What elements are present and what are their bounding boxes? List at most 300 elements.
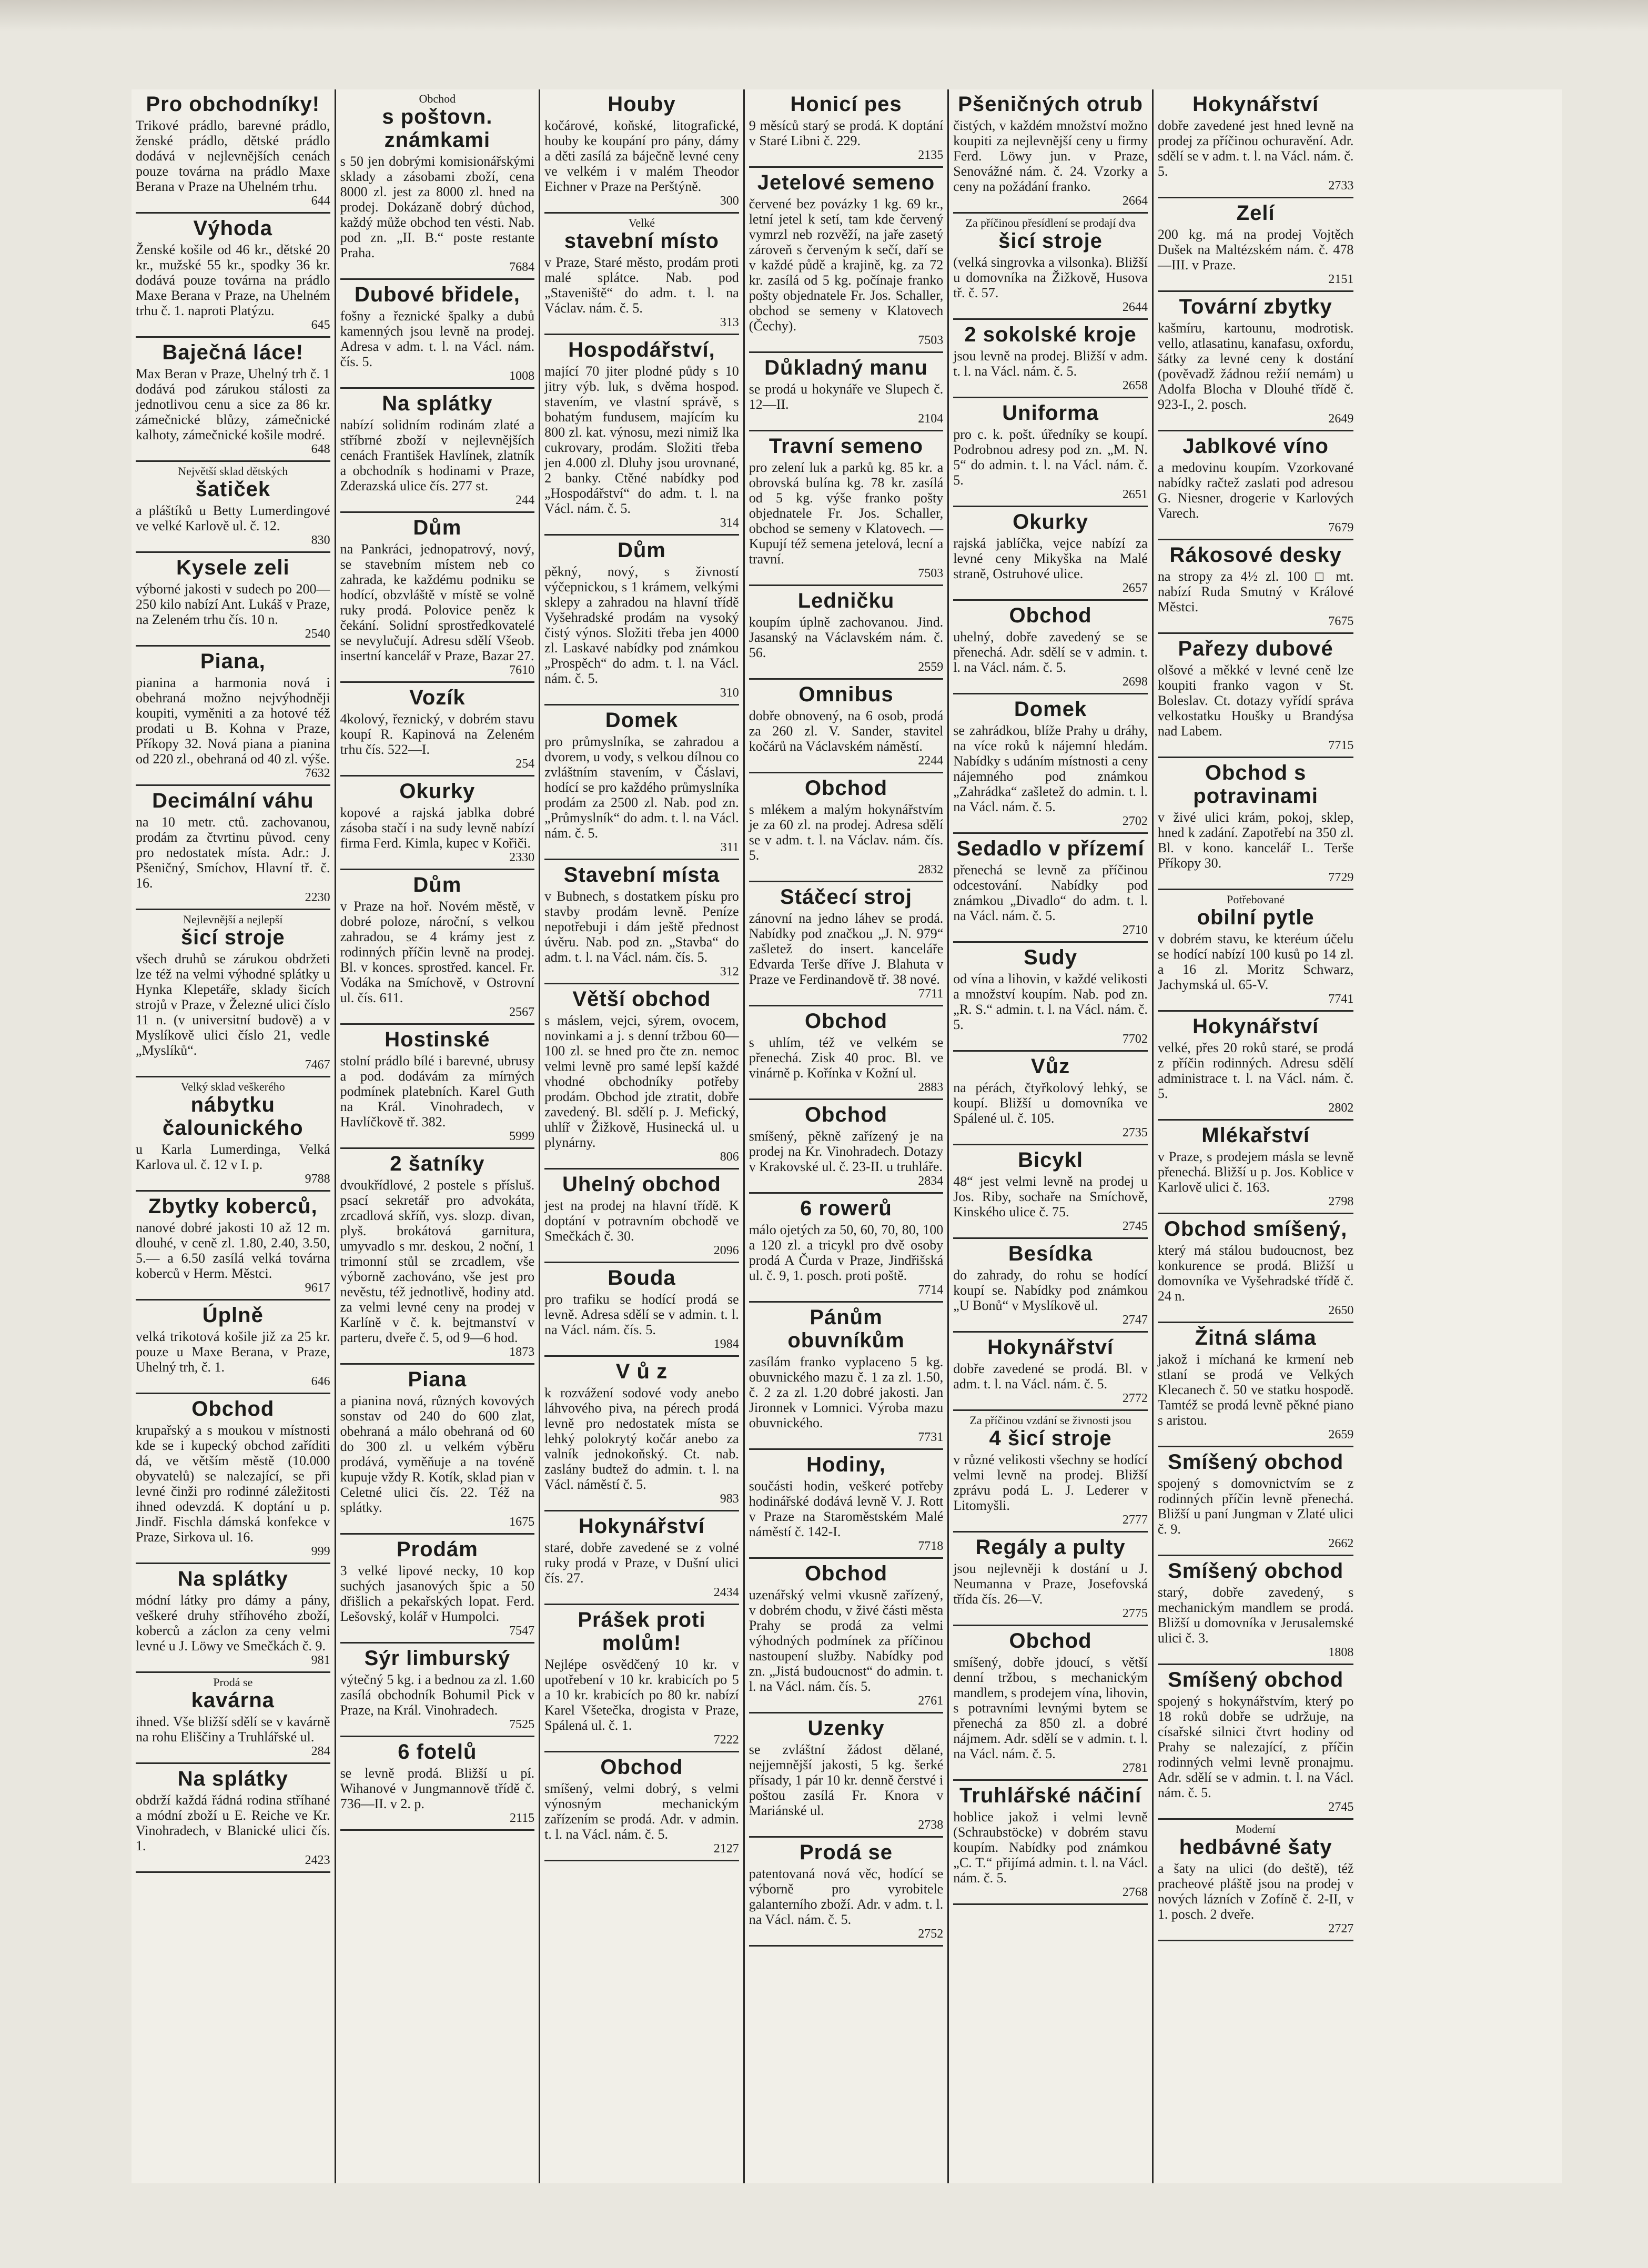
ad-title: 4 šicí stroje xyxy=(989,1427,1112,1450)
ad-number: 7718 xyxy=(918,1539,944,1553)
ad-title: Obchod xyxy=(1009,1629,1092,1652)
classified-ad xyxy=(136,1564,330,1673)
classified-ad xyxy=(1158,634,1354,758)
ad-body: se levně prodá. Bližší u pí. Wihanové v Jungmannově třídě č. 736—II. v 2. p. xyxy=(340,1766,535,1811)
classified-ad xyxy=(749,882,944,1006)
ad-body: nanové dobré jakosti 10 až 12 m. dlouhé, v ceně zl. 1.80, 2.40, 3.50, 5.— a 6.50 zasílá velká továrna koberců v Herm. Městci. xyxy=(136,1220,330,1281)
classified-ad xyxy=(953,1626,1148,1781)
ad-body: Max Beran v Praze, Uhelný trh č. 1 dodává pod zárukou stálosti za jednotlivou cenu a sice za 86 kr. zámečnické blůzy, zámečnické kalhoty, zámečnické košile modré. xyxy=(136,366,330,442)
ad-body: a medovinu koupím. Vzorkované nabídky račtež zaslati pod adresou G. Niesner, drogerie v Karlových Varech. xyxy=(1157,460,1354,521)
ad-number: 2651 xyxy=(1122,488,1148,501)
ad-body: olšové a měkké v levné ceně lze koupiti franko vagon v St. Boleslav. Ct. dotazy vyřídí správa velkostatku Houšky u Brandýsa nad Labem. xyxy=(1157,662,1354,739)
ad-number: 312 xyxy=(720,965,739,979)
classified-ad xyxy=(1158,1820,1354,1941)
ad-number: 314 xyxy=(720,516,739,530)
ad-number: 2752 xyxy=(918,1927,944,1941)
ad-number: 2745 xyxy=(1328,1800,1354,1814)
page-top-edge xyxy=(0,0,1648,32)
ad-title: obilní pytle xyxy=(1197,906,1315,929)
ad-number: 7467 xyxy=(305,1058,330,1072)
ad-title: Ledničku xyxy=(797,589,895,612)
ad-title: Smíšený obchod xyxy=(1168,1668,1344,1691)
ad-title: Piana xyxy=(408,1368,467,1391)
ad-body: se zahrádkou, blíže Prahy u dráhy, na více roků k nájemní hledám. Nabídky s udáním místnosti a ceny nájemného pod známkou „Zahrádka“ zašletež do admin. t. l. na Václ. nám. č. 5. xyxy=(953,723,1148,814)
classified-ad xyxy=(544,536,739,705)
classified-columns xyxy=(132,89,1562,2183)
ad-number: 310 xyxy=(720,686,739,700)
ad-body: se prodá u hokynáře ve Slupech č. 12—II. xyxy=(749,381,944,412)
classified-ad xyxy=(544,1357,739,1511)
ad-body: s máslem, vejci, sýrem, ovocem, novinkami a j. s denní tržbou 60—100 zl. se hned pro čte zn. nemoc velmi levně pro samé lepší každé vhodné obchodníky potřeby prodám. Obchod jde ztratit, dobře zavedený. Bl. sdělí p. J. Mefický, uhlíř v Žižkově, Husinecká ul. u plynárny. xyxy=(544,1013,739,1150)
classified-ad xyxy=(136,1764,330,1873)
ad-title: 6 fotelů xyxy=(398,1740,477,1763)
ad-title: Dům xyxy=(413,873,462,896)
ad-number: 244 xyxy=(515,493,535,507)
ad-title: Dům xyxy=(413,516,462,539)
ad-body: patentovaná nová věc, hodící se výborně pro vyrobitele galanterního zboží. Adr. v adm. t. l. na Václ. nám. č. 5. xyxy=(749,1866,944,1927)
ad-body: kočárové, koňské, litografické, houby ke koupání pro pány, dámy a děti zasílá za báječně levné ceny ve velkém i v malém Theodor Eichner v Praze na Perštýně. xyxy=(544,118,739,194)
classified-ad xyxy=(340,1365,535,1535)
ad-title: hedbávné šaty xyxy=(1179,1836,1332,1859)
ad-body: s mlékem a malým hokynářstvím je za 60 zl. na prodej. Adresa sdělí se v adm. t. l. na Václav. nám. čís. 5. xyxy=(749,802,944,863)
classified-ad xyxy=(749,1006,944,1100)
ad-number: 2747 xyxy=(1122,1313,1148,1327)
ad-body: nabízí solidním rodinám zlaté a stříbrné zboží v nejlevnějších cenách František Havlínek, zlatník a obchodník s hodinami v Praze, Zderazská ulice čís. 277 st. xyxy=(340,417,535,493)
ad-title: Honicí pes xyxy=(790,93,902,116)
ad-number: 648 xyxy=(311,442,330,456)
classified-ad xyxy=(136,89,330,214)
classified-ad xyxy=(1158,198,1354,292)
newspaper-page xyxy=(132,89,1562,2183)
classified-ad xyxy=(136,338,330,462)
classified-ad xyxy=(749,89,944,168)
ad-title: Zbytky koberců, xyxy=(148,1195,318,1218)
ad-title: Hodiny, xyxy=(806,1453,886,1476)
ad-number: 2883 xyxy=(918,1081,944,1094)
classified-ad xyxy=(953,943,1148,1052)
ad-body: kopové a rajská jablka dobré zásoba stačí i na sudy levně nabízí firma Ferd. Kimla, kupec v Kořiči. xyxy=(340,805,535,851)
classified-ad xyxy=(544,335,739,536)
ad-body: málo ojetých za 50, 60, 70, 80, 100 a 120 zl. a tricykl pro dvě osoby prodá A Čurda v Praze, Jindřišská ul. č. 9, 1. posch. proti poště. xyxy=(749,1222,944,1283)
ad-number: 644 xyxy=(311,194,330,208)
ad-body: v různé velikosti všechny se hodící velmi levně na prodej. Bližší zprávu podá L. J. Lederer v Litomyšli. xyxy=(953,1452,1148,1513)
ad-number: 2127 xyxy=(713,1842,739,1856)
ad-number: 2662 xyxy=(1328,1537,1354,1550)
ad-title: Baječná láce! xyxy=(162,341,304,364)
ad-number: 2650 xyxy=(1328,1304,1354,1317)
ad-title: Jablkové víno xyxy=(1182,435,1329,458)
ad-number: 2710 xyxy=(1122,923,1148,937)
classified-ad xyxy=(749,1303,944,1450)
ad-body: pianina a harmonia nová i obehraná možno nejvýhodněji koupiti, vyměniti a za hotové též prodati u B. Kohna v Praze, Příkopy 32. Nová piana a pianina od 220 zl., obehraná od 40 zl. výše. xyxy=(136,675,330,767)
ad-body: přenechá se levně za příčinou odcestování. Nabídky pod známkou „Divadlo“ do adm. t. l. na Václ. nám. č. 5. xyxy=(953,862,1148,923)
ad-number: 1008 xyxy=(509,369,535,383)
ad-body: dvoukřídlové, 2 postele s přísluš. psací sekretář pro advokáta, zrcadlová skříň, vys. slozp. divan, plyš. brokátová garnitura, umyvadlo s mr. deskou, 2 noční, 1 trimonní stůl se zrcadlem, vše výborně zachováno, vše jest pro nevěstu, též jednotlivě, hodiny atd. za velmi levné ceny na prodej v Karlíně v č. k. bejtmanství v parteru, dveře č. 5, od 9—6 hod. xyxy=(340,1177,535,1345)
ad-body: pro zelení luk a parků kg. 85 kr. a obrovská bulína kg. 78 kr. zasílá od 5 kg. výše franko pošty objednatele Fr. Jos. Schaller, obchod se semeny v Klatovech. — Kupují též semena jetelová, lecní a travní. xyxy=(749,460,944,567)
ad-number: 2659 xyxy=(1328,1428,1354,1442)
ad-number: 999 xyxy=(311,1545,330,1558)
ad-title: Stáčecí stroj xyxy=(780,885,912,909)
ad-title: Dům xyxy=(617,539,666,562)
ad-title: Piana, xyxy=(200,650,266,673)
classified-ad xyxy=(1158,758,1354,890)
classified-ad xyxy=(1158,1323,1354,1447)
ad-body: v živé ulici krám, pokoj, sklep, hned k zadání. Zapotřebí na 350 zl. Bl. v kono. kancelář L. Terše Příkopy 30. xyxy=(1157,810,1354,871)
classified-ad xyxy=(136,1192,330,1301)
ad-body: na Pankráci, jednopatrový, nový, se stavebním místem neb co zahrada, ke každému podniku se hodící, obzvláště v místě se volně ruky prodá. Polovice peněz k čekání. Solidní sprostředkovatelé se nevylučují. Adresu sdělí Všeob. insertní kancelář v Praze, Bazar 27. xyxy=(340,541,535,663)
ad-title: Na splátky xyxy=(382,392,493,415)
ad-number: 7632 xyxy=(305,767,330,780)
classified-ad xyxy=(1158,540,1354,634)
classified-ad xyxy=(136,1673,330,1764)
ad-body: pěkný, nový, s živností výčepnickou, s 1 krámem, velkými sklepy a zahradou na hlavní třídě Vyšehradské prodám na vysoký čistý výnos. Složiti třeba jen 4000 zl. Laskavé nabídky pod známkou „Prospěch“ do adm. t. l. na Václ. nám. č. 5. xyxy=(544,564,739,686)
ad-number: 2567 xyxy=(509,1005,535,1019)
ad-title: Pro obchodníky! xyxy=(146,93,320,116)
ad-title: Hokynářství xyxy=(1192,93,1319,116)
classified-ad xyxy=(953,1052,1148,1145)
classified-ad xyxy=(953,1239,1148,1333)
classified-ad xyxy=(953,89,1148,214)
ad-title: Prášek proti molům! xyxy=(578,1608,706,1655)
ad-title: Domek xyxy=(605,709,679,732)
ad-title: Smíšený obchod xyxy=(1168,1559,1344,1582)
ad-title: s poštovn. známkami xyxy=(382,105,493,152)
ad-kicker: Za příčinou přesídlení se prodají dva xyxy=(965,216,1136,229)
classified-ad xyxy=(136,1394,330,1564)
classified-ad xyxy=(953,1533,1148,1626)
ad-number: 646 xyxy=(311,1375,330,1388)
ad-number: 2832 xyxy=(918,863,944,876)
ad-number: 2649 xyxy=(1328,412,1354,426)
ad-body: fošny a řeznické špalky a dubů kamenných jsou levně na prodej. Adresa v adm. t. l. na Václ. nám. čís. 5. xyxy=(340,308,535,369)
ad-title: Prodá se xyxy=(800,1841,893,1864)
ad-number: 2727 xyxy=(1328,1922,1354,1936)
ad-title: Větší obchod xyxy=(572,987,711,1011)
classified-ad xyxy=(340,777,535,870)
ad-number: 254 xyxy=(515,757,535,771)
ad-number: 7715 xyxy=(1328,739,1354,752)
ad-kicker: Za příčinou vzdání se živnosti jsou xyxy=(969,1414,1131,1427)
ad-title: Obchod xyxy=(804,777,888,800)
ad-number: 284 xyxy=(311,1745,330,1758)
ad-body: v Praze, s prodejem másla se levně přenechá. Bližší u p. Jos. Koblice v Karlově ulici č. 163. xyxy=(1157,1149,1354,1195)
ad-body: zasílám franko vyplaceno 5 kg. obuvnického mazu č. 1 za zl. 1.50, č. 2 za zl. 1.20 dobré jakosti. Jan Jironnek v Lomnici. Výroba mazu obuvnického. xyxy=(749,1354,944,1430)
classified-ad xyxy=(953,398,1148,507)
ad-body: dobře zavedené se prodá. Bl. v adm. t. l. na Václ. nám. č. 5. xyxy=(953,1361,1148,1392)
classified-ad xyxy=(749,1100,944,1194)
ad-title: Mlékařství xyxy=(1201,1124,1310,1147)
ad-number: 7741 xyxy=(1328,992,1354,1006)
ad-title: Sedadlo v přízemí xyxy=(956,837,1145,860)
classified-ad xyxy=(1158,431,1354,540)
ad-number: 300 xyxy=(720,194,739,208)
ad-number: 2761 xyxy=(918,1694,944,1708)
classified-ad xyxy=(136,553,330,647)
ad-title: Obchod xyxy=(804,1562,888,1585)
classified-ad xyxy=(953,1145,1148,1239)
classified-ad xyxy=(544,214,739,335)
ad-number: 7525 xyxy=(509,1718,535,1731)
classified-ad xyxy=(136,462,330,553)
classified-ad xyxy=(544,1752,739,1861)
ad-number: 7702 xyxy=(1122,1032,1148,1046)
classified-ad xyxy=(1158,1447,1354,1556)
ad-number: 9617 xyxy=(305,1281,330,1295)
ad-number: 7711 xyxy=(918,987,944,1001)
classified-ad xyxy=(136,786,330,910)
ad-title: Travní semeno xyxy=(769,435,924,458)
ad-body: který má stálou budoucnost, bez konkurence se prodá. Bližší u domovníka ve Vyšehradské třídě č. 24 n. xyxy=(1157,1243,1354,1304)
classified-ad xyxy=(749,1713,944,1838)
ad-body: součásti hodin, veškeré potřeby hodinářské dodává levně V. J. Rott v Praze na Staroměstském Malé náměstí č. 142-I. xyxy=(749,1478,944,1539)
ad-body: čistých, v každém množství možno koupiti za nejlevnější ceny u firmy Ferd. Löwy jun. v Praze, Senovážné nám. č. 24. Vzorky a ceny na požádání franko. xyxy=(953,118,1148,194)
ad-body: 200 kg. má na prodej Vojtěch Dušek na Maltézském nám. č. 478—III. v Praze. xyxy=(1157,227,1354,273)
classified-ad xyxy=(340,280,535,389)
ad-title: Sýr limburský xyxy=(364,1647,511,1670)
ad-title: Rákosové desky xyxy=(1169,543,1342,567)
ad-body: jsou nejlevněji k dostání u J. Neumanna v Praze, Josefovská třída čís. 26—V. xyxy=(953,1561,1148,1607)
ad-title: Jetelové semeno xyxy=(757,171,935,194)
ad-body: mající 70 jiter plodné půdy s 10 jitry výb. luk, s dvěma hospod. stavením, ve vlastní správě, s bohatým fundusem, majícím ku 800 zl. kat. výnosu, mezi nimiž lka cukrovary, prodám. Složiti třeba jen 4.000 zl. Dluhy jsou urovnané, 2 banky. Ctěné nabídky pod „Hospodářství“ do adm. t. l. na Václ. nám. č. 5. xyxy=(544,364,739,516)
ad-number: 2657 xyxy=(1122,581,1148,595)
ad-number: 2423 xyxy=(305,1853,330,1867)
ad-body: obdrží každá řádná rodina stříhané a módní zboží u E. Reiche ve Kr. Vinohradech, v Blanické ulici čís. 1. xyxy=(136,1792,330,1853)
classified-ad xyxy=(136,647,330,786)
ad-body: na pérách, čtyřkolový lehký, se koupí. Bližší u domovníka ve Spálené ul. č. 105. xyxy=(953,1080,1148,1126)
classified-ad xyxy=(340,1025,535,1149)
ad-title: šicí stroje xyxy=(998,229,1103,253)
ad-title: Pšeničných otrub xyxy=(958,93,1143,116)
classified-ad xyxy=(749,680,944,773)
ad-body: pro trafiku se hodící prodá se levně. Adresa sdělí se v admin. t. l. na Václ. nám. čís. 5. xyxy=(544,1292,739,1337)
ad-title: Hostinské xyxy=(385,1028,490,1051)
classified-ad xyxy=(544,984,739,1170)
ad-number: 2559 xyxy=(918,660,944,674)
ad-body: spojený s hokynářstvím, který po 18 roků dobře se udržuje, na císařské silnici čtvrt hodiny od Prahy se nalezající, z příčin rodinných velmi levně pronajmu. Adr. sdělí se v admin. t. l. na Václ. nám. č. 5. xyxy=(1157,1694,1354,1800)
ad-number: 2777 xyxy=(1122,1513,1148,1527)
ad-title: Obchod s potravinami xyxy=(1193,761,1318,808)
classified-ad xyxy=(953,1781,1148,1905)
ad-body: v dobrém stavu, ke kteréum účelu se hodící nabízí 100 kusů po 14 zl. a 16 zl. Moritz Schwarz, Jachymská ul. 65-V. xyxy=(1157,931,1354,992)
ad-body: dobře zavedené jest hned levně na prodej za příčinou ochuravění. Adr. sdělí se v adm. t. l. na Václ. nám. č. 5. xyxy=(1157,118,1354,179)
ad-number: 830 xyxy=(311,533,330,547)
ad-number: 2768 xyxy=(1122,1886,1148,1899)
ad-body: jsou levně na prodej. Bližší v adm. t. l. na Václ. nám. č. 5. xyxy=(953,348,1148,379)
classified-ad xyxy=(749,431,944,586)
ad-kicker: Velké xyxy=(628,216,655,229)
ad-title: Obchod xyxy=(191,1397,275,1420)
ad-body: od vína a lihovin, v každé velikosti a množství koupím. Nab. pod zn. „R. S.“ admin. t. l. na Václ. nám. č. 5. xyxy=(953,971,1148,1032)
ad-number: 806 xyxy=(720,1150,739,1164)
classified-ad xyxy=(1158,1012,1354,1121)
column-2 xyxy=(336,89,541,2183)
ad-number: 2664 xyxy=(1122,194,1148,208)
ad-body: u Karla Lumerdinga, Velká Karlova ul. č. 12 v I. p. xyxy=(136,1142,330,1172)
ad-number: 313 xyxy=(720,316,739,329)
ad-title: Okurky xyxy=(399,780,476,803)
ad-number: 7503 xyxy=(918,334,944,347)
ad-number: 7714 xyxy=(918,1283,944,1297)
ad-body: a pianina nová, různých kovových sonstav od 240 do 600 zlat, obehraná a málo obehraná od 60 do 300 zl. u velkém výběru prodává, vyměňuje a na tovéně kupuje vždy R. Kotík, sklad pian v Celetné ulici čís. 22. Též na splátky. xyxy=(340,1393,535,1515)
ad-title: Na splátky xyxy=(177,1767,288,1790)
classified-ad xyxy=(1158,1214,1354,1323)
ad-number: 7729 xyxy=(1328,871,1354,884)
ad-body: na stropy za 4½ zl. 100 □ mt. nabízí Ruda Smutný v Králové Městci. xyxy=(1157,569,1354,614)
ad-body: uhelný, dobře zavedený se se přenechá. Adr. sdělí se v admin. t. l. na Václ. nám. č. 5. xyxy=(953,629,1148,675)
ad-body: 9 měsíců starý se prodá. K doptání v Staré Libni č. 229. xyxy=(749,118,944,148)
classified-ad xyxy=(749,1450,944,1559)
column-6 xyxy=(1154,89,1358,2183)
ad-title: 2 šatníky xyxy=(390,1152,485,1175)
ad-number: 311 xyxy=(720,841,739,854)
ad-number: 2834 xyxy=(918,1174,944,1188)
ad-body: 3 velké lipové necky, 10 kop suchých jasanových špic a 50 dřišlich a pekařských lopat. Ferd. Lešovský, kolář v Humpolci. xyxy=(340,1563,535,1624)
ad-title: Bouda xyxy=(608,1266,676,1289)
classified-ad xyxy=(749,168,944,353)
ad-number: 2644 xyxy=(1122,300,1148,314)
ad-title: Smíšený obchod xyxy=(1168,1450,1344,1474)
ad-body: smíšený, pěkně zařízený je na prodej na Kr. Vinohradech. Dotazy v Krakovské ul. č. 23-II. u truhláře. xyxy=(749,1128,944,1174)
ad-body: Nejlépe osvědčený 10 kr. v upotřebení v 10 kr. krabicích po 5 a 10 kr. krabicích po 80 kr. nabízí Karel Všetečka, drogista v Praze, Spálená ul. č. 1. xyxy=(544,1657,739,1733)
classified-ad xyxy=(749,1838,944,1947)
ad-number: 2096 xyxy=(713,1244,739,1257)
ad-title: Vozík xyxy=(409,686,466,709)
ad-body: 48“ jest velmi levně na prodej u Jos. Riby, sochaře na Smíchově, Kinského ulice č. 75. xyxy=(953,1174,1148,1219)
ad-title: Domek xyxy=(1014,698,1087,721)
classified-ad xyxy=(340,1644,535,1737)
classified-ad xyxy=(544,1263,739,1357)
ad-body: dobře obnovený, na 6 osob, prodá za 260 zl. V. Sander, stavitel kočárů na Václavském náměstí. xyxy=(749,708,944,754)
ad-title: Úplně xyxy=(202,1304,264,1327)
ad-kicker: Potřebované xyxy=(1227,893,1285,906)
classified-ad xyxy=(340,89,535,280)
ad-number: 2738 xyxy=(918,1818,944,1832)
ad-title: Houby xyxy=(608,93,676,116)
classified-ad xyxy=(340,870,535,1025)
ad-title: Obchod xyxy=(600,1756,683,1779)
classified-ad xyxy=(749,1559,944,1713)
classified-ad xyxy=(340,683,535,777)
ad-title: Besídka xyxy=(1008,1242,1093,1265)
ad-number: 2772 xyxy=(1122,1392,1148,1405)
ad-kicker: Největší sklad dětských xyxy=(178,465,288,478)
ad-number: 2698 xyxy=(1122,675,1148,689)
ad-body: smíšený, velmi dobrý, s velmi výnosným mechanickým zařízením se prodá. Adr. v admin. t. l. na Václ. nám. č. 5. xyxy=(544,1781,739,1842)
ad-number: 645 xyxy=(311,318,330,332)
ad-title: Vůz xyxy=(1031,1055,1070,1078)
classified-ad xyxy=(1158,1556,1354,1665)
ad-title: Regály a pulty xyxy=(975,1536,1126,1559)
ad-number: 2104 xyxy=(918,412,944,426)
ad-title: Zelí xyxy=(1236,201,1275,225)
classified-ad xyxy=(1158,292,1354,431)
ad-number: 2798 xyxy=(1328,1195,1354,1208)
ad-number: 7675 xyxy=(1328,614,1354,628)
classified-ad xyxy=(953,214,1148,320)
ad-body: velká trikotová košile již za 25 kr. pouze u Maxe Berana, v Praze, Uhelný trh, č. 1. xyxy=(136,1329,330,1375)
classified-ad xyxy=(340,389,535,513)
ad-body: 4kolový, řeznický, v dobrém stavu koupí R. Kapinová na Zeleném trhu čís. 522—I. xyxy=(340,711,535,757)
classified-ad xyxy=(1158,89,1354,198)
classified-ad xyxy=(953,1411,1148,1533)
ad-body: a šaty na ulici (do deště), též pracheové pláště jsou na prodej v nových lázních v Zofíně č. 2-II, v 1. posch. 2 dveře. xyxy=(1157,1861,1354,1922)
ad-title: Truhlářské náčiní xyxy=(959,1784,1142,1807)
column-1 xyxy=(132,89,336,2183)
classified-ad xyxy=(544,89,739,214)
ad-title: šatiček xyxy=(195,478,271,501)
ad-body: uzenářský velmi vkusně zařízený, v dobrém chodu, v živé části města Prahy se prodá za velmi výhodných podmínek za příčinou nastoupení služby. Nabídky pod zn. „Jistá budoucnost“ do admin. t. l. na Václ. nám. čís. 5. xyxy=(749,1587,944,1694)
ad-number: 2115 xyxy=(510,1811,535,1825)
classified-ad xyxy=(340,513,535,683)
classified-ad xyxy=(544,1511,739,1605)
ad-title: Hokynářství xyxy=(987,1336,1114,1359)
ad-title: V ů z xyxy=(615,1360,668,1383)
ad-number: 7610 xyxy=(509,663,535,677)
ad-body: Ženské košile od 46 kr., dětské 20 kr., mužské 55 kr., spodky 36 kr. dodává pouze továrna na prádlo Maxe Berana v Praze, na Uhelném trhu č. 1. naproti Platýzu. xyxy=(136,242,330,318)
ad-number: 981 xyxy=(311,1654,330,1667)
classified-ad xyxy=(340,1737,535,1831)
classified-ad xyxy=(749,1194,944,1303)
ad-body: jakož i míchaná ke krmení neb stlaní se prodá ve Velkých Klecanech č. 50 ve statku hospodě. Tamtéž se prodá levně pěkné piano s aristou. xyxy=(1157,1352,1354,1428)
ad-number: 7547 xyxy=(509,1624,535,1638)
ad-body: výborné jakosti v sudech po 200—250 kilo nabízí Ant. Lukáš v Praze, na Zeleném trhu čís. 10 n. xyxy=(136,581,330,627)
ad-title: Obchod smíšený, xyxy=(1164,1217,1348,1241)
ad-body: výtečný 5 kg. i a bednou za zl. 1.60 zasílá obchodník Bohumil Pick v Praze, na Král. Vinohradech. xyxy=(340,1672,535,1718)
ad-title: Výhoda xyxy=(193,217,273,240)
classified-ad xyxy=(544,705,739,860)
classified-ad xyxy=(749,353,944,431)
ad-body: v Praze na hoř. Novém městě, v dobré poloze, nároční, s velkou zahradou, se 4 krámy jest z rodinných příčin levně na prodej. Bl. v konces. sprostřed. kancel. Fr. Vodáka na Smíchově, v Ostrovní ul. čís. 611. xyxy=(340,899,535,1005)
ad-number: 2702 xyxy=(1122,814,1148,828)
classified-ad xyxy=(953,601,1148,694)
classified-ad xyxy=(953,507,1148,601)
ad-body: do zahrady, do rohu se hodící koupí se. Nabídky pod známkou „U Bonů“ v Myslíkově ul. xyxy=(953,1267,1148,1313)
ad-number: 2802 xyxy=(1328,1101,1354,1115)
ad-number: 1873 xyxy=(509,1345,535,1359)
ad-title: Uhelný obchod xyxy=(562,1173,721,1196)
ad-title: Decimální váhu xyxy=(152,789,314,812)
ad-title: Omnibus xyxy=(798,683,894,706)
ad-title: Sudy xyxy=(1024,946,1077,969)
classified-ad xyxy=(544,860,739,984)
classified-ad xyxy=(1158,1121,1354,1214)
ad-body: módní látky pro dámy a pány, veškeré druhy stříhového zboží, koberců a záclon za ceny velmi levné u J. Löwy ve Smečkách č. 9. xyxy=(136,1592,330,1654)
ad-number: 983 xyxy=(720,1492,739,1506)
classified-ad xyxy=(544,1605,739,1752)
ad-title: Prodám xyxy=(396,1538,478,1561)
ad-body: starý, dobře zavedený, s mechanickým mandlem se prodá. Bližší u domovníka v Jerusalemské ulici č. 3. xyxy=(1157,1585,1354,1646)
ad-body: všech druhů se zárukou obdržeti lze též na velmi výhodné splátky u Hynka Klepetáře, sklady šicích strojů v Praze, v Železné ulici číslo 11 n. (v universitní budově) a v Myslíkově ulici číslo 21, vedle „Myslíků“. xyxy=(136,951,330,1058)
ad-number: 1984 xyxy=(713,1337,739,1351)
classified-ad xyxy=(1158,890,1354,1012)
ad-title: Na splátky xyxy=(177,1567,288,1590)
ad-title: Obchod xyxy=(804,1010,888,1033)
ad-kicker: Nejlevnější a nejlepší xyxy=(183,913,283,926)
ad-title: Uzenky xyxy=(807,1717,885,1740)
ad-title: Hospodářství, xyxy=(568,338,715,361)
ad-title: Pánům obuvníkům xyxy=(787,1306,905,1352)
ad-body: smíšený, dobře jdoucí, s větší denní tržbou, s mechanickým mandlem, s prodejem vína, lihovin, s potravními levnými bytem se přenechá za 850 zl. a dobré nájmem. Adr. sdělí se v admin. t. l. na Václ. nám. č. 5. xyxy=(953,1655,1148,1761)
classified-ad xyxy=(136,214,330,338)
classified-ad xyxy=(340,1535,535,1644)
column-4 xyxy=(745,89,949,2183)
ad-number: 1675 xyxy=(509,1515,535,1529)
ad-body: jest na prodej na hlavní třídě. K doptání v potravním obchodě ve Smečkách č. 30. xyxy=(544,1198,739,1244)
ad-title: Dubové břidele, xyxy=(354,283,520,306)
column-5 xyxy=(949,89,1154,2183)
ad-number: 7503 xyxy=(918,567,944,580)
classified-ad xyxy=(953,320,1148,398)
